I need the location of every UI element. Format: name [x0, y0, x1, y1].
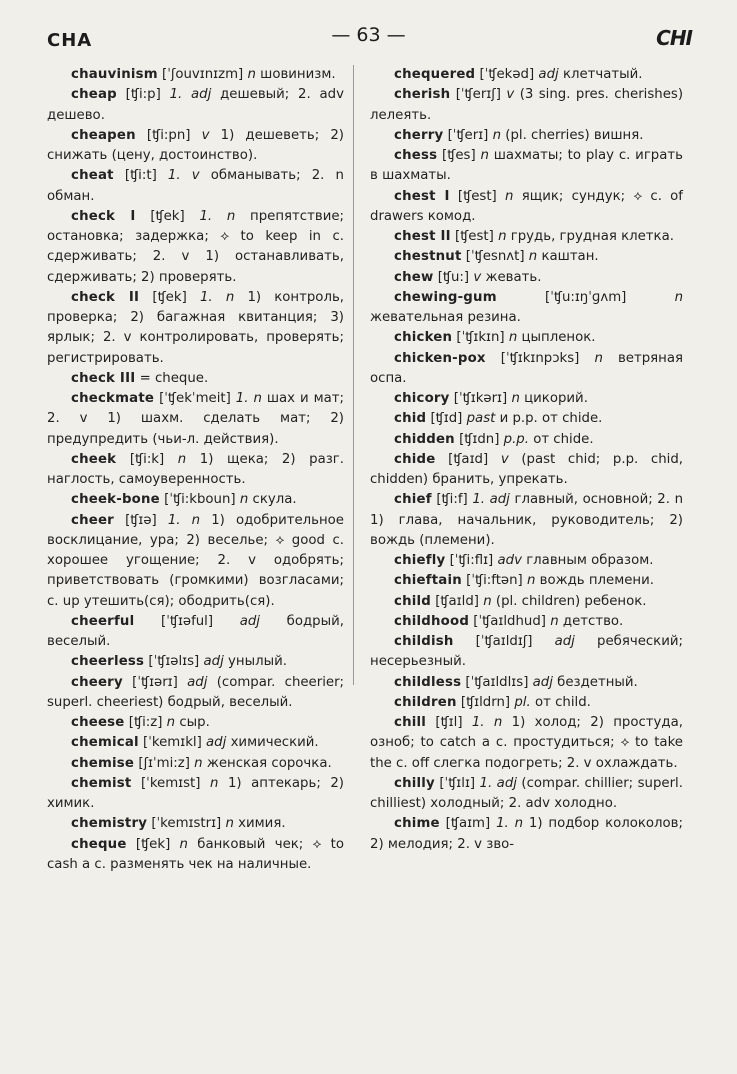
transcription: [ ˈʧaɪldhud ] — [473, 614, 546, 629]
transcription: [ ʧi:f ] — [436, 492, 467, 507]
definition: (pl. children) ребенок. — [495, 593, 647, 609]
headword: check III — [71, 370, 136, 386]
headword: chest II — [394, 229, 451, 244]
transcription: [ ˈʧaɪldɪʃ ] — [476, 634, 533, 649]
definition: бодрый, веселый. — [47, 613, 344, 649]
transcription: [ ˈʧerɪ ] — [448, 128, 489, 143]
part-of-speech: n — [179, 836, 188, 852]
definition: скула. — [252, 492, 297, 508]
part-of-speech: 1. n — [496, 816, 524, 832]
dictionary-entry — [370, 85, 683, 126]
headword: chest I — [394, 188, 450, 204]
transcription: [ ʧest ] — [455, 229, 494, 244]
part-of-speech: adj — [532, 674, 553, 690]
dictionary-entry — [370, 187, 683, 228]
dictionary-entry — [47, 814, 344, 834]
transcription: [ ʧɪdn ] — [459, 432, 499, 447]
transcription: [ ʧek ] — [136, 837, 170, 852]
definition: ребяческий; несерьезный. — [370, 634, 683, 670]
headword: chid — [394, 411, 427, 427]
dictionary-entry — [370, 490, 683, 551]
dictionary-entry — [370, 409, 683, 429]
dictionary-entry — [370, 551, 683, 571]
page-header — [0, 22, 737, 56]
part-of-speech: n — [505, 188, 514, 204]
definition: жевательная резина. — [370, 310, 521, 325]
headword: childhood — [394, 613, 470, 629]
dictionary-entry — [370, 612, 683, 632]
part-of-speech: n — [492, 127, 502, 143]
transcription: [ ʧɪl ] — [435, 715, 462, 730]
part-of-speech: adj — [203, 654, 224, 670]
definition: дешевый; 2. adv дешево. — [47, 87, 344, 123]
part-of-speech: past — [466, 411, 496, 427]
headword: childless — [394, 674, 462, 690]
headword: cheek-bone — [71, 492, 160, 508]
part-of-speech: adj — [206, 735, 227, 751]
headword: chemical — [71, 735, 139, 751]
dictionary-entry — [370, 389, 683, 409]
headword: chieftain — [394, 573, 462, 589]
dictionary-entry — [370, 126, 683, 146]
headword: cheerful — [71, 613, 135, 629]
definition: женская сорочка. — [206, 755, 332, 771]
dictionary-entry — [47, 126, 344, 167]
dictionary-entry — [47, 754, 344, 774]
part-of-speech: n — [674, 289, 684, 305]
transcription: [ ˈʧi:ftən ] — [466, 573, 523, 588]
dictionary-entry — [47, 713, 344, 733]
part-of-speech: n — [210, 775, 219, 791]
headword: check II — [71, 289, 140, 305]
dictionary-entry — [370, 430, 683, 450]
definition: шахматы; to play c. играть в шахматы. — [370, 148, 683, 184]
transcription: [ ʧes ] — [442, 148, 476, 163]
transcription: [ ʧi:z ] — [129, 715, 163, 730]
dictionary-entry — [370, 268, 683, 288]
headword: cheek — [71, 451, 117, 467]
headword: cherish — [394, 87, 451, 103]
part-of-speech: 1. v — [167, 168, 200, 184]
part-of-speech: n — [177, 451, 187, 467]
definition: унылый. — [228, 654, 287, 670]
definition: детство. — [562, 613, 624, 629]
headword: checkmate — [71, 391, 155, 406]
dictionary-entry — [47, 166, 344, 207]
dictionary-entry — [47, 288, 344, 369]
transcription: [ ʧek ] — [152, 290, 186, 305]
part-of-speech: 1. n — [471, 715, 503, 730]
part-of-speech: v — [473, 269, 482, 285]
headword: chew — [394, 269, 434, 285]
dictionary-entry — [47, 774, 344, 815]
definition: от child. — [534, 694, 591, 710]
headword: chicken — [394, 330, 453, 346]
transcription: [ ʧaɪd ] — [448, 452, 488, 467]
dictionary-entry — [47, 612, 344, 653]
headword: chess — [394, 148, 438, 163]
headword: children — [394, 694, 457, 710]
definition: ветряная оспа. — [370, 350, 683, 386]
part-of-speech: n — [225, 816, 234, 832]
part-of-speech: n — [239, 492, 249, 508]
headword: chequered — [394, 67, 476, 82]
part-of-speech: v — [201, 127, 210, 143]
definition: каштан. — [541, 249, 599, 265]
headword: chemist — [71, 775, 132, 791]
definition: сыр. — [179, 715, 210, 730]
headword: cherry — [394, 127, 444, 143]
part-of-speech: adj — [239, 613, 261, 629]
dictionary-entry — [370, 814, 683, 855]
transcription: [ ˈʧɪərɪ ] — [132, 675, 178, 690]
headword: cheque — [71, 836, 127, 852]
definition: химия. — [238, 816, 286, 832]
transcription: [ ˈʧi:flɪ ] — [450, 553, 494, 568]
part-of-speech: n — [526, 573, 536, 589]
part-of-speech: adv — [497, 553, 522, 568]
dictionary-entry — [370, 247, 683, 267]
part-of-speech: adj — [554, 634, 575, 649]
transcription: [ ˈʧɪlɪ ] — [439, 776, 475, 791]
definition: 1) холод; 2) простуда, озноб; to catch a c. простудиться; ⟡ to take the c. off слегка подогреть; 2. v охлаждать. — [370, 715, 683, 771]
headword: cheap — [71, 87, 117, 103]
headword: childish — [394, 634, 454, 649]
headword: chide — [394, 451, 436, 467]
part-of-speech: n — [247, 67, 256, 82]
definition: (compar. chillier; superl. chilliest) холодный; 2. adv холодно. — [370, 775, 683, 811]
part-of-speech: pl. — [514, 694, 531, 710]
part-of-speech: n — [166, 715, 176, 730]
transcription: [ ˈʧaɪldlɪs ] — [465, 675, 528, 690]
definition: 1) щека; 2) разг. наглость, самоуверенность. — [47, 451, 345, 487]
transcription: [ ˈkemɪkl ] — [143, 735, 202, 750]
definition: жевать. — [485, 269, 542, 285]
transcription: [ ˈʧɪkɪn ] — [456, 330, 504, 345]
definition: шах и мат; 2. v 1) шахм. сделать мат; 2) предупредить (чьи-л. действия). — [47, 391, 344, 447]
headword: chime — [394, 816, 440, 832]
headword: cheat — [71, 168, 114, 184]
transcription: [ ˈʧi:kboun ] — [164, 492, 235, 507]
definition: от chide. — [533, 431, 594, 447]
part-of-speech: 1. adj — [472, 492, 510, 508]
part-of-speech: p.p. — [503, 431, 529, 447]
headword: chicken-pox — [394, 350, 486, 366]
transcription: [ ʧaɪld ] — [435, 594, 479, 609]
definition: 1) одобрительное восклицание, ура; 2) веселье; ⟡ good c. хорошее угощение; 2. v одобрять; приветствовать (громкими) возгласами; c. up утешить(ся); ободрить(ся). — [47, 512, 344, 609]
definition: 1) дешеветь; 2) снижать (цену, достоинство). — [47, 127, 344, 163]
part-of-speech: n — [483, 593, 492, 609]
dictionary-entry — [370, 349, 683, 390]
transcription: [ ˈʧekəd ] — [480, 67, 535, 82]
dictionary-entry — [370, 227, 683, 247]
transcription: [ ˈʧerɪʃ ] — [456, 87, 501, 102]
part-of-speech: n — [194, 755, 203, 771]
definition: цыпленок. — [521, 330, 596, 346]
headword: cheerless — [71, 654, 145, 670]
headword: chiefly — [394, 553, 446, 568]
transcription: [ ʧi:k ] — [130, 452, 164, 467]
dictionary-entry — [47, 389, 344, 450]
headword: cheese — [71, 715, 125, 730]
definition: банковый чек; ⟡ to cash a c. разменять чек на наличные. — [47, 836, 344, 872]
transcription: [ ˈʧekˈmeit ] — [159, 391, 231, 406]
definition: главным образом. — [526, 553, 654, 568]
dictionary-entry — [370, 146, 683, 187]
dictionary-entry — [47, 85, 344, 126]
dictionary-entry — [370, 592, 683, 612]
transcription: [ ʧɪə ] — [125, 513, 157, 528]
headword: chewing-gum — [394, 289, 497, 305]
dictionary-entry — [47, 652, 344, 672]
dictionary-entry — [47, 450, 344, 491]
dictionary-entry — [47, 673, 344, 714]
part-of-speech: 1. n — [199, 208, 236, 224]
transcription: [ ʧi:pn ] — [147, 128, 191, 143]
part-of-speech: n — [498, 229, 507, 244]
part-of-speech: v — [500, 451, 509, 467]
dictionary-entry — [370, 288, 683, 329]
definition: 1) контроль, проверка; 2) багажная квитанция; 3) ярлык; 2. v контролировать, проверять; регистрировать. — [47, 289, 345, 366]
transcription: [ ˈʧɪkɪnpɔks ] — [501, 351, 580, 366]
definition: (3 sing. pres. cherishes) лелеять. — [370, 87, 684, 123]
definition: 1) аптекарь; 2) химик. — [47, 775, 344, 811]
transcription: [ ˈʧɪkərɪ ] — [454, 391, 507, 406]
transcription: [ ˈʧɪəful ] — [161, 614, 213, 629]
definition: ящик; сундук; ⟡ c. of drawers комод. — [370, 188, 683, 224]
transcription: [ ʧaɪm ] — [446, 816, 491, 831]
headword: child — [394, 593, 431, 609]
right-guide-word: CHI — [656, 26, 692, 50]
left-column — [47, 65, 344, 1065]
part-of-speech: n — [594, 350, 603, 366]
part-of-speech: n — [528, 249, 538, 265]
headword: chemise — [71, 755, 135, 771]
transcription: [ ˈʧu:ɪŋˈɡʌm ] — [545, 290, 626, 305]
headword: chestnut — [394, 249, 462, 265]
page-number: — 63 — — [331, 24, 406, 46]
headword: chilly — [394, 775, 435, 791]
definition: главный, основной; 2. n 1) глава, начальник, руководитель; 2) вождь (племени). — [370, 492, 684, 548]
dictionary-entry — [370, 571, 683, 591]
headword: cheery — [71, 674, 123, 690]
transcription: [ ˈʃouvɪnɪzm ] — [162, 67, 243, 82]
dictionary-entry — [47, 207, 344, 288]
dictionary-entry — [370, 693, 683, 713]
definition: и p.p. от chide. — [499, 411, 603, 427]
column-divider — [353, 65, 354, 685]
dictionary-entry — [370, 774, 683, 815]
definition: препятствие; остановка; задержка; ⟡ to keep in c. сдерживать; 2. v 1) останавливать, сдерживать; 2) проверять. — [47, 208, 344, 285]
dictionary-entry — [370, 632, 683, 673]
dictionary-entry — [47, 490, 344, 510]
headword: check I — [71, 208, 136, 224]
transcription: [ ˈʧɪəlɪs ] — [148, 654, 199, 669]
part-of-speech: 1. n — [235, 391, 262, 406]
definition: химический. — [230, 735, 319, 751]
part-of-speech: n — [480, 148, 489, 163]
transcription: [ ʧest ] — [458, 189, 497, 204]
dictionary-entry — [370, 65, 683, 85]
left-guide-word: CHA — [47, 30, 93, 51]
part-of-speech: n — [508, 330, 518, 346]
headword: cheapen — [71, 127, 136, 143]
part-of-speech: 1. n — [199, 289, 235, 305]
headword: chill — [394, 715, 427, 730]
dictionary-entry — [47, 835, 344, 876]
definition: (pl. cherries) вишня. — [505, 127, 644, 143]
definition: вождь племени. — [539, 573, 654, 589]
transcription: [ ˈkemɪst ] — [141, 776, 201, 791]
transcription: [ ʧi:p ] — [126, 87, 161, 102]
definition: 1) подбор колоколов; 2) мелодия; 2. v зво- — [370, 816, 683, 852]
dictionary-entry — [47, 511, 344, 612]
headword: chicory — [394, 391, 450, 406]
definition: шовинизм. — [260, 67, 336, 82]
headword: chemistry — [71, 816, 148, 832]
part-of-speech: n — [550, 613, 559, 629]
part-of-speech: adj — [538, 67, 559, 82]
part-of-speech: n — [511, 391, 520, 406]
headword: cheer — [71, 512, 114, 528]
transcription: [ ˈkemɪstrɪ ] — [151, 816, 221, 831]
definition: обманывать; 2. n обман. — [47, 168, 344, 204]
headword: chauvinism — [71, 67, 158, 82]
headword: chief — [394, 492, 432, 508]
transcription: [ ʧek ] — [150, 209, 184, 224]
dictionary-entry — [370, 713, 683, 774]
definition: = cheque. — [139, 370, 209, 386]
definition: бездетный. — [557, 674, 638, 690]
part-of-speech: 1. adj — [169, 87, 212, 103]
dictionary-entry — [47, 369, 344, 389]
part-of-speech: v — [506, 87, 515, 103]
right-column — [370, 65, 683, 1065]
transcription: [ ʧu: ] — [438, 270, 469, 285]
transcription: [ ʧɪldrn ] — [461, 695, 510, 710]
definition: цикорий. — [524, 391, 588, 406]
dictionary-entry — [370, 328, 683, 348]
transcription: [ ˈʧesnʌt ] — [466, 249, 525, 264]
definition: (past chid; p.p. chid, chidden) бранить, упрекать. — [370, 451, 683, 487]
transcription: [ ʃɪˈmi:z ] — [138, 756, 190, 771]
definition: (compar. cheerier; superl. cheeriest) бодрый, веселый. — [47, 674, 345, 710]
transcription: [ ʧɪd ] — [430, 411, 462, 426]
definition: клетчатый. — [562, 67, 643, 82]
dictionary-entry — [370, 450, 683, 491]
part-of-speech: 1. adj — [479, 775, 517, 791]
part-of-speech: adj — [187, 674, 208, 690]
definition: грудь, грудная клетка. — [510, 229, 674, 244]
headword: chidden — [394, 431, 455, 447]
part-of-speech: 1. n — [167, 512, 201, 528]
transcription: [ ʧi:t ] — [125, 168, 157, 183]
dictionary-entry — [47, 733, 344, 753]
dictionary-entry — [47, 65, 344, 85]
dictionary-entry — [370, 673, 683, 693]
